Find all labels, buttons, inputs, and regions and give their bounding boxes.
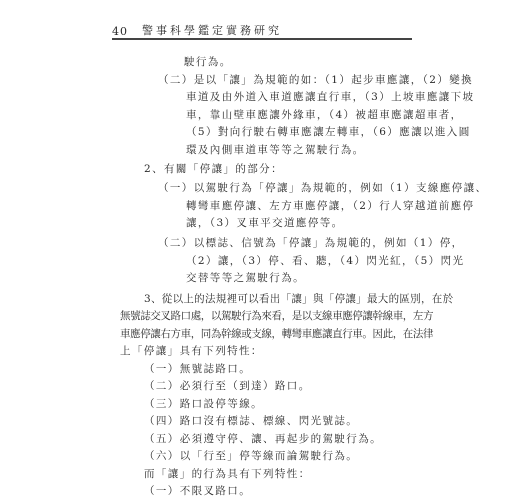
page-header xyxy=(112,12,412,40)
running-title: 警事科學鑑定實務研究 xyxy=(142,24,282,37)
section-heading: 2、有關「停讓」的部分： xyxy=(144,163,283,175)
text-line: 無號誌交叉路口處，以駕駛行為來看，是以支線車應停讓幹線車，左方 xyxy=(120,310,434,322)
section-heading: 3、從以上的法規裡可以看出「讓」與「停讓」最大的區別，在於 xyxy=(144,293,454,305)
text-line: 而「讓」的行為具有下列特性： xyxy=(144,468,311,480)
text-line: 上「停讓」具有下列特性： xyxy=(120,345,263,357)
text-line: 交替等等之駕駛行為。 xyxy=(186,272,305,284)
text-line: （5）對向行駛右轉車應讓左轉車，（6）應讓以進入圓 xyxy=(186,126,471,138)
text-line: （2）讓，（3）停、看、聽，（4）閃光紅，（5）閃光 xyxy=(186,255,465,267)
text-line: （二）以標誌、信號為「停讓」為規範的，例如（1）停， xyxy=(158,237,464,249)
list-item: （五）必須遵守停、讓、再起步的駕駛行為。 xyxy=(144,433,382,445)
text-line: 環及內側車道車等等之駕駛行為。 xyxy=(186,144,365,156)
list-item: （二）必須行至（到達）路口。 xyxy=(144,380,311,392)
text-line: 車，靠山壁車應讓外緣車，（4）被超車應讓超車者， xyxy=(186,109,463,121)
text-line: 駛行為。 xyxy=(184,56,232,68)
page-number: 40 xyxy=(112,25,128,38)
list-item: （六）以「行至」停等線而論駕駛行為。 xyxy=(144,450,359,462)
list-item: （三）路口設停等線。 xyxy=(144,398,263,410)
list-item: （一）無號誌路口。 xyxy=(144,363,252,375)
text-line: （二）是以「讓」為規範的如：（1）起步車應讓，（2）變換 xyxy=(158,74,474,86)
text-line: 車道及由外道入車道應讓直行車，（3）上坡車應讓下坡 xyxy=(186,91,475,103)
list-item: （四）路口沒有標誌、標線、閃光號誌。 xyxy=(144,415,359,427)
text-line: 轉彎車應停讓、左方車應停讓，（2）行人穿越道前應停 xyxy=(186,200,475,212)
text-line: 車應停讓右方車，同為幹線或支線，轉彎車應讓直行車。因此，在法律 xyxy=(120,328,434,340)
text-line: （一）以駕駛行為「停讓」為規範的，例如（1）支線應停讓、 xyxy=(158,182,488,194)
list-item: （一）不限叉路口。 xyxy=(144,485,252,497)
text-line: 讓，（3）叉車平交道應停等。 xyxy=(186,217,344,229)
